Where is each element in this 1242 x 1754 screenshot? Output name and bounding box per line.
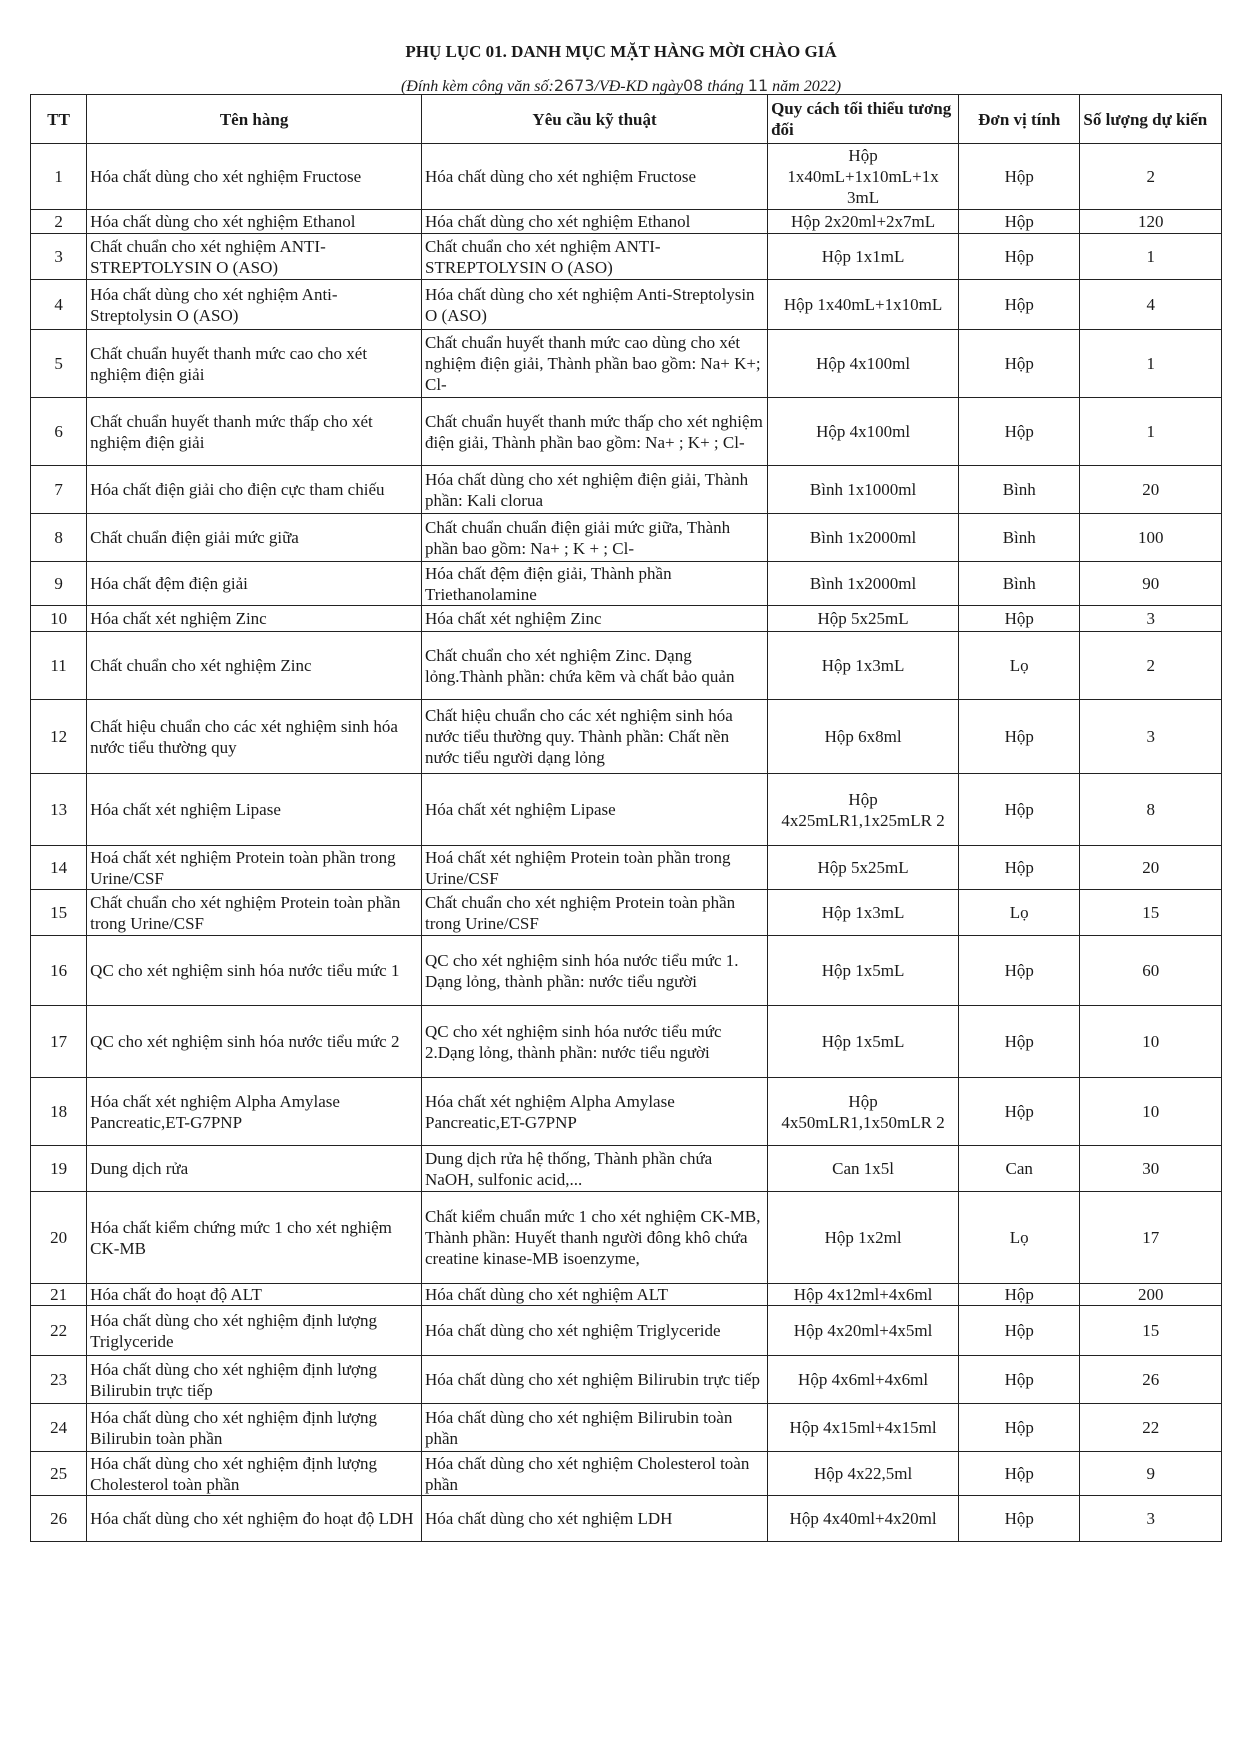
- table-row: [31, 1496, 1222, 1542]
- specification: Bình 1x2000ml: [768, 514, 959, 562]
- quantity: 4: [1080, 280, 1222, 330]
- item-name: Chất chuẩn cho xét nghiệm Zinc: [87, 632, 422, 700]
- unit: Hộp: [959, 210, 1080, 234]
- specification: Hộp 4x100ml: [768, 330, 959, 398]
- item-name: Chất chuẩn điện giải mức giữa: [87, 514, 422, 562]
- item-name: Hóa chất dùng cho xét nghiệm định lượng Triglyceride: [87, 1306, 422, 1356]
- item-name: Hóa chất đệm điện giải: [87, 562, 422, 606]
- table-row: [31, 1306, 1222, 1356]
- item-name: Dung dịch rửa: [87, 1146, 422, 1192]
- item-name: QC cho xét nghiệm sinh hóa nước tiểu mức 2: [87, 1006, 422, 1078]
- specification: Hộp 4x15ml+4x15ml: [768, 1404, 959, 1452]
- row-number: 3: [31, 234, 87, 280]
- unit: Bình: [959, 562, 1080, 606]
- handwritten-number: 2673: [553, 76, 595, 95]
- technical-requirements: Hóa chất xét nghiệm Zinc: [422, 606, 768, 632]
- technical-requirements: Hóa chất xét nghiệm Lipase: [422, 774, 768, 846]
- quantity: 2: [1080, 144, 1222, 210]
- item-name: Hóa chất dùng cho xét nghiệm Ethanol: [87, 210, 422, 234]
- technical-requirements: Hóa chất xét nghiệm Alpha Amylase Pancreatic,ET-G7PNP: [422, 1078, 768, 1146]
- technical-requirements: Hoá chất xét nghiệm Protein toàn phần trong Urine/CSF: [422, 846, 768, 890]
- row-number: 20: [31, 1192, 87, 1284]
- header-requirements: Yêu cầu kỹ thuật: [422, 95, 768, 144]
- quantity: 1: [1080, 234, 1222, 280]
- quantity: 3: [1080, 700, 1222, 774]
- unit: Hộp: [959, 398, 1080, 466]
- table-row: [31, 1146, 1222, 1192]
- unit: Hộp: [959, 1496, 1080, 1542]
- item-name: Hóa chất dùng cho xét nghiệm định lượng Bilirubin trực tiếp: [87, 1356, 422, 1404]
- technical-requirements: Chất chuẩn cho xét nghiệm ANTI-STREPTOLYSIN O (ASO): [422, 234, 768, 280]
- technical-requirements: Hóa chất dùng cho xét nghiệm Ethanol: [422, 210, 768, 234]
- row-number: 23: [31, 1356, 87, 1404]
- unit: Hộp: [959, 280, 1080, 330]
- table-row: [31, 700, 1222, 774]
- specification: Hộp 4x100ml: [768, 398, 959, 466]
- technical-requirements: Hóa chất dùng cho xét nghiệm điện giải, Thành phần: Kali clorua: [422, 466, 768, 514]
- technical-requirements: Chất chuẩn huyết thanh mức cao dùng cho xét nghiệm điện giải, Thành phần bao gồm: Na+ K+; Cl-: [422, 330, 768, 398]
- row-number: 15: [31, 890, 87, 936]
- table-row: [31, 632, 1222, 700]
- table-row: [31, 846, 1222, 890]
- unit: Hộp: [959, 606, 1080, 632]
- specification: Hộp 4x6ml+4x6ml: [768, 1356, 959, 1404]
- unit: Hộp: [959, 936, 1080, 1006]
- unit: Hộp: [959, 846, 1080, 890]
- header-tt: TT: [31, 95, 87, 144]
- row-number: 25: [31, 1452, 87, 1496]
- technical-requirements: Hóa chất dùng cho xét nghiệm ALT: [422, 1284, 768, 1306]
- technical-requirements: QC cho xét nghiệm sinh hóa nước tiểu mức 2.Dạng lỏng, thành phần: nước tiểu người: [422, 1006, 768, 1078]
- specification: Can 1x5l: [768, 1146, 959, 1192]
- technical-requirements: QC cho xét nghiệm sinh hóa nước tiểu mức 1. Dạng lỏng, thành phần: nước tiểu người: [422, 936, 768, 1006]
- item-name: Hóa chất xét nghiệm Alpha Amylase Pancreatic,ET-G7PNP: [87, 1078, 422, 1146]
- technical-requirements: Chất chuẩn cho xét nghiệm Zinc. Dạng lỏng.Thành phần: chứa kẽm và chất bảo quản: [422, 632, 768, 700]
- row-number: 5: [31, 330, 87, 398]
- specification: Hộp 1x2ml: [768, 1192, 959, 1284]
- table-row: [31, 144, 1222, 210]
- specification: Hộp 4x22,5ml: [768, 1452, 959, 1496]
- item-name: Hóa chất dùng cho xét nghiệm Anti-Streptolysin O (ASO): [87, 280, 422, 330]
- unit: Hộp: [959, 144, 1080, 210]
- item-name: Chất chuẩn cho xét nghiệm Protein toàn phần trong Urine/CSF: [87, 890, 422, 936]
- row-number: 6: [31, 398, 87, 466]
- row-number: 21: [31, 1284, 87, 1306]
- row-number: 14: [31, 846, 87, 890]
- table-row: [31, 774, 1222, 846]
- quantity: 1: [1080, 398, 1222, 466]
- items-table: [30, 94, 1222, 1542]
- quantity: 2: [1080, 632, 1222, 700]
- row-number: 12: [31, 700, 87, 774]
- unit: Hộp: [959, 330, 1080, 398]
- quantity: 60: [1080, 936, 1222, 1006]
- item-name: Hóa chất dùng cho xét nghiệm định lượng Bilirubin toàn phần: [87, 1404, 422, 1452]
- unit: Lọ: [959, 632, 1080, 700]
- unit: Bình: [959, 466, 1080, 514]
- item-name: Hóa chất xét nghiệm Zinc: [87, 606, 422, 632]
- subtitle-text: tháng: [703, 78, 748, 95]
- row-number: 16: [31, 936, 87, 1006]
- quantity: 20: [1080, 466, 1222, 514]
- quantity: 15: [1080, 1306, 1222, 1356]
- item-name: Hóa chất dùng cho xét nghiệm Fructose: [87, 144, 422, 210]
- specification: Hộp 1x3mL: [768, 890, 959, 936]
- unit: Hộp: [959, 1452, 1080, 1496]
- table-row: [31, 234, 1222, 280]
- item-name: QC cho xét nghiệm sinh hóa nước tiểu mức 1: [87, 936, 422, 1006]
- technical-requirements: Chất kiểm chuẩn mức 1 cho xét nghiệm CK-MB, Thành phần: Huyết thanh người đông khô chứa creatine kinase-MB isoenzyme,: [422, 1192, 768, 1284]
- row-number: 11: [31, 632, 87, 700]
- technical-requirements: Chất chuẩn huyết thanh mức thấp cho xét nghiệm điện giải, Thành phần bao gồm: Na+ ; K+ ; Cl-: [422, 398, 768, 466]
- technical-requirements: Hóa chất dùng cho xét nghiệm LDH: [422, 1496, 768, 1542]
- quantity: 120: [1080, 210, 1222, 234]
- technical-requirements: Hóa chất đệm điện giải, Thành phần Triethanolamine: [422, 562, 768, 606]
- specification: Hộp 1x5mL: [768, 936, 959, 1006]
- unit: Hộp: [959, 1356, 1080, 1404]
- table-row: [31, 466, 1222, 514]
- technical-requirements: Hóa chất dùng cho xét nghiệm Bilirubin trực tiếp: [422, 1356, 768, 1404]
- table-row: [31, 1078, 1222, 1146]
- item-name: Hóa chất đo hoạt độ ALT: [87, 1284, 422, 1306]
- quantity: 1: [1080, 330, 1222, 398]
- unit: Hộp: [959, 1306, 1080, 1356]
- row-number: 4: [31, 280, 87, 330]
- quantity: 10: [1080, 1006, 1222, 1078]
- quantity: 3: [1080, 606, 1222, 632]
- technical-requirements: Dung dịch rửa hệ thống, Thành phần chứa NaOH, sulfonic acid,...: [422, 1146, 768, 1192]
- quantity: 9: [1080, 1452, 1222, 1496]
- technical-requirements: Chất hiệu chuẩn cho các xét nghiệm sinh hóa nước tiểu thường quy. Thành phần: Chất nền nước tiểu người dạng lỏng: [422, 700, 768, 774]
- table-row: [31, 514, 1222, 562]
- row-number: 19: [31, 1146, 87, 1192]
- item-name: Hóa chất dùng cho xét nghiệm định lượng Cholesterol toàn phần: [87, 1452, 422, 1496]
- unit: Hộp: [959, 234, 1080, 280]
- handwritten-day: 08: [682, 76, 704, 95]
- specification: Hộp 4x20ml+4x5ml: [768, 1306, 959, 1356]
- specification: Hộp 1x5mL: [768, 1006, 959, 1078]
- specification: Hộp 5x25mL: [768, 846, 959, 890]
- header-spec: Quy cách tối thiểu tương đối: [768, 95, 959, 144]
- quantity: 20: [1080, 846, 1222, 890]
- row-number: 1: [31, 144, 87, 210]
- row-number: 9: [31, 562, 87, 606]
- quantity: 100: [1080, 514, 1222, 562]
- unit: Can: [959, 1146, 1080, 1192]
- specification: Hộp 4x50mLR1,1x50mLR 2: [768, 1078, 959, 1146]
- unit: Lọ: [959, 890, 1080, 936]
- unit: Hộp: [959, 1284, 1080, 1306]
- handwritten-month: 11: [747, 76, 769, 95]
- document-title: PHỤ LỤC 01. DANH MỤC MẶT HÀNG MỜI CHÀO GIÁ: [405, 42, 837, 61]
- specification: Hộp 1x1mL: [768, 234, 959, 280]
- header-unit: Đơn vị tính: [959, 95, 1080, 144]
- quantity: 90: [1080, 562, 1222, 606]
- row-number: 8: [31, 514, 87, 562]
- row-number: 10: [31, 606, 87, 632]
- quantity: 26: [1080, 1356, 1222, 1404]
- document-subtitle: [0, 76, 1242, 96]
- specification: Hộp 1x40mL+1x10mL: [768, 280, 959, 330]
- technical-requirements: Hóa chất dùng cho xét nghiệm Bilirubin toàn phần: [422, 1404, 768, 1452]
- quantity: 17: [1080, 1192, 1222, 1284]
- table-row: [31, 398, 1222, 466]
- item-name: Chất chuẩn huyết thanh mức cao cho xét nghiệm điện giải: [87, 330, 422, 398]
- unit: Lọ: [959, 1192, 1080, 1284]
- specification: Bình 1x1000ml: [768, 466, 959, 514]
- subtitle-text: /VĐ-KD ngày: [594, 78, 683, 95]
- quantity: 22: [1080, 1404, 1222, 1452]
- header-name: Tên hàng: [87, 95, 422, 144]
- row-number: 2: [31, 210, 87, 234]
- item-name: Chất hiệu chuẩn cho các xét nghiệm sinh hóa nước tiểu thường quy: [87, 700, 422, 774]
- specification: Hộp 2x20ml+2x7mL: [768, 210, 959, 234]
- row-number: 13: [31, 774, 87, 846]
- quantity: 30: [1080, 1146, 1222, 1192]
- technical-requirements: Hóa chất dùng cho xét nghiệm Cholesterol toàn phần: [422, 1452, 768, 1496]
- subtitle-text: năm 2022): [768, 78, 842, 95]
- row-number: 17: [31, 1006, 87, 1078]
- specification: Hộp 1x3mL: [768, 632, 959, 700]
- item-name: Hóa chất điện giải cho điện cực tham chiếu: [87, 466, 422, 514]
- table-row: [31, 210, 1222, 234]
- item-name: Hoá chất xét nghiệm Protein toàn phần trong Urine/CSF: [87, 846, 422, 890]
- table-row: [31, 330, 1222, 398]
- table-row: [31, 1404, 1222, 1452]
- technical-requirements: Chất chuẩn chuẩn điện giải mức giữa, Thành phần bao gồm: Na+ ; K + ; Cl-: [422, 514, 768, 562]
- table-row: [31, 1452, 1222, 1496]
- item-name: Chất chuẩn huyết thanh mức thấp cho xét nghiệm điện giải: [87, 398, 422, 466]
- specification: Hộp 1x40mL+1x10mL+1x 3mL: [768, 144, 959, 210]
- header-quantity: Số lượng dự kiến: [1080, 95, 1222, 144]
- item-name: Hóa chất xét nghiệm Lipase: [87, 774, 422, 846]
- item-name: Hóa chất kiểm chứng mức 1 cho xét nghiệm CK-MB: [87, 1192, 422, 1284]
- unit: Hộp: [959, 1078, 1080, 1146]
- technical-requirements: Hóa chất dùng cho xét nghiệm Fructose: [422, 144, 768, 210]
- specification: Hộp 4x25mLR1,1x25mLR 2: [768, 774, 959, 846]
- table-header-row: [31, 95, 1222, 144]
- unit: Hộp: [959, 1006, 1080, 1078]
- specification: Hộp 5x25mL: [768, 606, 959, 632]
- row-number: 22: [31, 1306, 87, 1356]
- table-row: [31, 1356, 1222, 1404]
- unit: Hộp: [959, 774, 1080, 846]
- table-row: [31, 606, 1222, 632]
- table-row: [31, 1006, 1222, 1078]
- unit: Hộp: [959, 700, 1080, 774]
- quantity: 15: [1080, 890, 1222, 936]
- item-name: Chất chuẩn cho xét nghiệm ANTI-STREPTOLYSIN O (ASO): [87, 234, 422, 280]
- row-number: 18: [31, 1078, 87, 1146]
- row-number: 24: [31, 1404, 87, 1452]
- quantity: 3: [1080, 1496, 1222, 1542]
- unit: Hộp: [959, 1404, 1080, 1452]
- specification: Hộp 4x40ml+4x20ml: [768, 1496, 959, 1542]
- technical-requirements: Hóa chất dùng cho xét nghiệm Triglyceride: [422, 1306, 768, 1356]
- quantity: 10: [1080, 1078, 1222, 1146]
- table-row: [31, 1192, 1222, 1284]
- table-row: [31, 280, 1222, 330]
- row-number: 7: [31, 466, 87, 514]
- item-name: Hóa chất dùng cho xét nghiệm đo hoạt độ LDH: [87, 1496, 422, 1542]
- table-row: [31, 1284, 1222, 1306]
- specification: Hộp 4x12ml+4x6ml: [768, 1284, 959, 1306]
- unit: Bình: [959, 514, 1080, 562]
- row-number: 26: [31, 1496, 87, 1542]
- table-row: [31, 936, 1222, 1006]
- quantity: 8: [1080, 774, 1222, 846]
- quantity: 200: [1080, 1284, 1222, 1306]
- subtitle-prefix: (Đính kèm công văn số:: [400, 78, 554, 95]
- specification: Bình 1x2000ml: [768, 562, 959, 606]
- technical-requirements: Hóa chất dùng cho xét nghiệm Anti-Streptolysin O (ASO): [422, 280, 768, 330]
- table-row: [31, 890, 1222, 936]
- specification: Hộp 6x8ml: [768, 700, 959, 774]
- technical-requirements: Chất chuẩn cho xét nghiệm Protein toàn phần trong Urine/CSF: [422, 890, 768, 936]
- table-row: [31, 562, 1222, 606]
